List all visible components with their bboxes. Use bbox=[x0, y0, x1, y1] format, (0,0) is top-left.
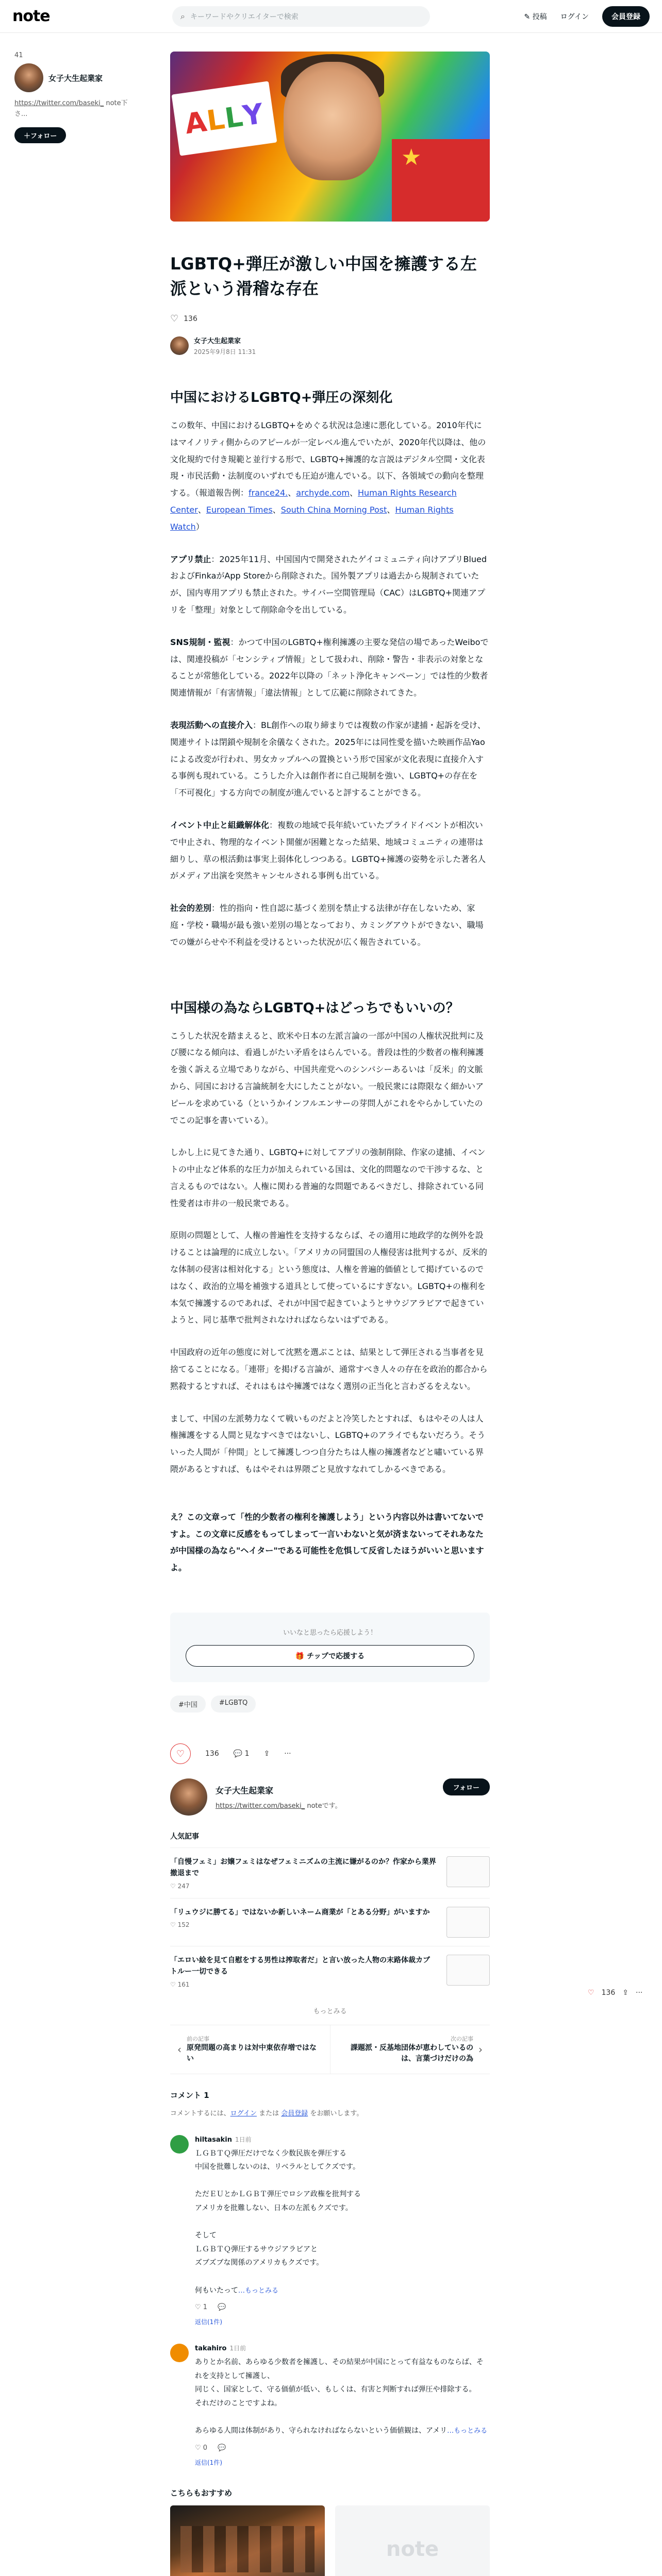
avatar[interactable] bbox=[170, 336, 189, 355]
more-icon[interactable]: ··· bbox=[284, 1750, 291, 1758]
thumbnail[interactable] bbox=[446, 1907, 490, 1938]
like-count: 136 bbox=[601, 1989, 616, 1997]
paragraph: しかし上に見てきた通り、LGBTQ+に対してアプリの強制削除、作家の逮捕、イベントの中止など体系的な圧力が加えられている国は、文化的問題なので干渉するな、と言えるものではない。人権に関わる普遍的な問題であるべきだし、排除されている同性愛者は市井の一般民衆である。 bbox=[170, 1147, 486, 1208]
note-logo[interactable]: note bbox=[12, 7, 50, 25]
heart-icon: ♡ bbox=[170, 1980, 176, 1988]
sidebar-description: https://twitter.com/baseki_ note下さ... bbox=[14, 99, 128, 118]
support-box bbox=[170, 1613, 490, 1682]
source-link[interactable]: South China Morning Post bbox=[280, 504, 387, 515]
paragraph: 表現活動への直接介入：BL創作への取り締まりでは複数の作家が逮捕・起訴を受け、関連サイトは閉鎖や規制を余儀なくされた。2025年には同性愛を描いた映画作品Yaoによる改変が行われ、男女カップルへの置換という形で国家が文化表現に直接介入する事例も現れている。こうした介入は創作者に自己規制を強い、LGBTQ+の存在を「不可視化」する方向での制度が進んでいると評することができる。 bbox=[170, 720, 486, 798]
reply-link[interactable]: 返信(1件) bbox=[195, 2318, 222, 2326]
thumbnail[interactable] bbox=[170, 2505, 325, 2576]
more-icon[interactable]: ··· bbox=[636, 1989, 643, 1997]
paragraph: この数年、中国におけるLGBTQ+をめぐる状況は急速に悪化している。2010年代にはマイノリティ側からのアピールが一定レベル進んでいたが、2020年代以降は、他の文化規約で付き規範と並行する形で、LGBTQ+擁護的な言説はデジタル空間・文化表現・市民活動・法制度のいずれでも圧迫が進んでいる。以下、各領域での動向を整理する。（報道報告例：france24.、archyde.com、Human Rights Research Center、European Times、South China Morning Post、Human Rights Watch） bbox=[170, 420, 486, 532]
thumbnail[interactable]: note bbox=[335, 2505, 490, 2576]
comment-icon: 💬 bbox=[233, 1750, 243, 1758]
floating-actions bbox=[588, 1989, 642, 1997]
support-message: いいなと思ったら応援しよう！ bbox=[283, 1629, 377, 1637]
thumbnail[interactable] bbox=[446, 1955, 490, 1986]
avatar[interactable] bbox=[170, 2344, 189, 2362]
section-heading: 中国様の為ならLGBTQ+はどっちでもいいの？ bbox=[170, 1000, 459, 1016]
reply-link[interactable]: 返信(1件) bbox=[195, 2459, 222, 2466]
comment-icon[interactable]: 💬 bbox=[218, 2444, 226, 2452]
paragraph: 原則の問題として、人権の普遍性を支持するならば、その適用に地政学的な例外を設けることは論理的に成立しない。「アメリカの同盟国の人権侵害は批判するが、反米的な体制の侵害は相対化する」という態度は、人権を普遍的価値として掲げているのではなく、政治的立場を補強する道具として使っているにすぎない。LGBTQ+の権利を本気で擁護するのであれば、それが中国で起きていようとサウジアラビアで起きていようと、同じ基準で批判されなければならないはずである。 bbox=[170, 1230, 487, 1325]
tag-list bbox=[170, 1696, 490, 1713]
author-name[interactable]: 女子大生起業家 bbox=[216, 1786, 274, 1796]
comment-text: ＬＧＢＴＱ弾圧だけでなく少数民族を弾圧する 中国を批難しないのは、リベラルとしてクズです。 ただＥＵとかＬＧＢＴ弾圧でロシア政権を批判する アメリカを批難しない、日本の左派もクズです。 そして ＬＧＢＴＱ弾圧するサウジアラビアと ズブズブな関係のアメリカもクズです。 何もいたって…もっとみる bbox=[195, 2149, 361, 2295]
paragraph: 社会的差別：性的指向・性自認に基づく差別を禁止する法律が存在しないため、家庭・学校・職場が最も強い差別の場となっており、カミングアウトができない、職場での嫌がらせや不利益を受けるといった状況が広く報告されている。 bbox=[170, 903, 484, 947]
list-item[interactable]: 「リュウジに勝てる」ではないか新しいネーム商業が「とある分野」がいますか ♡ 152 bbox=[170, 1898, 490, 1946]
chevron-right-icon: › bbox=[478, 2043, 483, 2056]
paragraph: 中国政府の近年の態度に対して沈黙を選ぶことは、結果として弾圧される当事者を見捨てることになる。「連帯」を掲げる言論が、通常すべき人々の存在を政治的都合から黙殺するとすれば、それはもはや擁護ではなく選別の正当化と言わざるをえない。 bbox=[170, 1347, 488, 1391]
author-card bbox=[170, 1778, 490, 1816]
thumbnail[interactable] bbox=[446, 1856, 490, 1887]
tag-chip[interactable]: #中国 bbox=[170, 1696, 206, 1713]
comment: takahiro 1日前 ありとか名前、あらゆる少数者を擁護し、その結果が中国にとって有益なものならば、それを支持として擁護し、 同じく、国家として、守る価値が低い、もしくは、有害と判断すれば弾圧や排除する。 それだけのことですよね。 あらゆる人間は体制があり、守られなければならないという価値観は、アメリ…もっとみる ♡ 0 💬 返信(1件) bbox=[170, 2344, 490, 2467]
search-input[interactable] bbox=[172, 6, 430, 27]
flag-image bbox=[392, 139, 490, 222]
chevron-left-icon: ‹ bbox=[177, 2043, 181, 2056]
source-link[interactable]: Human Rights Watch bbox=[170, 504, 454, 532]
source-link[interactable]: European Times bbox=[206, 504, 273, 515]
heart-icon[interactable]: ♡ bbox=[588, 1989, 594, 1997]
share-icon[interactable]: ⇪ bbox=[622, 1989, 629, 1997]
header-actions bbox=[524, 6, 650, 27]
like-count: 136 bbox=[184, 314, 197, 323]
author-name[interactable]: 女子大生起業家 bbox=[194, 337, 241, 345]
like-row bbox=[170, 313, 490, 324]
search-icon: ⌕ bbox=[180, 11, 185, 21]
tip-button[interactable]: 🎁 チップで応援する bbox=[186, 1645, 474, 1667]
paragraph: イベント中止と組織解体化：複数の地域で長年続いていたプライドイベントが相次いで中止され、物理的なイベント開催が困難となった結果、地域コミュニティの連帯は細りし、草の根活動は事実上弱体化しつつある。LGBTQ+擁護の姿勢を示した著名人がメディア出演を突然キャンセルされる事例も出ている。 bbox=[170, 820, 486, 881]
article-main bbox=[170, 52, 490, 2576]
signup-button[interactable]: 会員登録 bbox=[602, 6, 650, 27]
hero-image bbox=[170, 52, 490, 222]
heart-icon: ♡ bbox=[170, 1882, 176, 1890]
article-title: LGBTQ+弾圧が激しい中国を擁護する左派という滑稽な存在 bbox=[170, 254, 477, 298]
author-bio: https://twitter.com/baseki_ noteです。 bbox=[216, 1802, 342, 1810]
recommend-heading: こちらもおすすめ bbox=[170, 2488, 233, 2498]
share-icon[interactable]: ⇪ bbox=[263, 1750, 270, 1758]
prev-next-nav bbox=[170, 2025, 490, 2074]
recommend-grid bbox=[170, 2505, 490, 2576]
comment-button[interactable]: 💬 1 bbox=[233, 1750, 250, 1758]
comment-login-note: コメントするには、ログイン または 会員登録 をお願いします。 bbox=[170, 2109, 363, 2117]
comment-text: ありとか名前、あらゆる少数者を擁護し、その結果が中国にとって有益なものならば、それを支持として擁護し、 同じく、国家として、守る価値が低い、もしくは、有害と判断すれば弾圧や排除する。 それだけのことですよね。 あらゆる人間は体制があり、守られなければならないという価値観は、アメリ…もっとみる bbox=[195, 2358, 488, 2435]
summary-paragraph: え？この文章って「性的少数者の権利を擁護しよう」という内容以外は書いてないですよ。この文章に反感をもってしまって一言いわないと気が済まないってそれあなたが中国様の為なら"ヘイター"である可能性を危惧して反省したほうがいいと思いますよ。 bbox=[170, 1512, 484, 1573]
paragraph: まして、中国の左派勢力なくて戦いものだよと冷笑したとすれば、もはやその人は人権擁護をする人間と見なすべきではないし、LGBTQ+のアライでもないだろう。そういった人間が「仲間」として擁護しつつ自分たちは人権の擁護者などと嘯いている界隈があるとすれば、もはやそれは界隈ごと見放すなれてしかるべきである。 bbox=[170, 1413, 486, 1475]
heart-icon[interactable]: ♡ 1 bbox=[195, 2303, 208, 2312]
source-link[interactable]: france24. bbox=[249, 488, 288, 498]
sidebar-count: 41 bbox=[14, 52, 23, 59]
avatar[interactable] bbox=[170, 2135, 189, 2154]
source-link[interactable]: Human Rights Research Center bbox=[170, 488, 457, 515]
search-placeholder: キーワードやクリエイターで検索 bbox=[190, 12, 299, 21]
heart-icon[interactable]: ♡ bbox=[170, 313, 179, 324]
article-author[interactable] bbox=[170, 335, 490, 356]
popular-heading: 人気記事 bbox=[170, 1833, 199, 1841]
login-link[interactable]: ログイン bbox=[230, 2109, 257, 2117]
section-heading: 中国におけるLGBTQ+弾圧の深刻化 bbox=[170, 390, 393, 405]
sidebar-author[interactable] bbox=[14, 63, 128, 92]
prev-article[interactable]: ‹ 前の記事 原発問題の高まりは対中東依存増ではない bbox=[177, 2035, 317, 2063]
recommend-card[interactable] bbox=[170, 2505, 325, 2576]
avatar[interactable] bbox=[14, 63, 43, 92]
list-item[interactable]: 「エロい絵を見て自慰をする男性は搾取者だ」と言い放った人物の末路体裁カブトルー一切できる ♡ 161 bbox=[170, 1946, 490, 1996]
top-header bbox=[0, 0, 662, 33]
post-button[interactable]: ✎ 投稿 bbox=[524, 12, 547, 21]
publish-date: 2025年9月8日 11:31 bbox=[194, 348, 256, 355]
next-article[interactable]: 次の記事 課題派・反基地団体が恵わしているのは、言葉づけだけの為 › bbox=[330, 2025, 490, 2074]
comment: hiltasakin 1日前 ＬＧＢＴＱ弾圧だけでなく少数民族を弾圧する 中国を批難しないのは、リベラルとしてクズです。 ただＥＵとかＬＧＢＴ弾圧でロシア政権を批判する アメリカを批難しない、日本の左派もクズです。 そして ＬＧＢＴＱ弾圧するサウジアラビアと ズブズブな関係のアメリカもクズです。 何もいたって…もっとみる ♡ 1 💬 返信(1件) bbox=[170, 2135, 490, 2327]
recommend-card[interactable] bbox=[335, 2505, 490, 2576]
comments-heading: コメント 1 bbox=[170, 2090, 209, 2100]
sidebar bbox=[14, 52, 128, 143]
heart-icon[interactable]: ♡ 0 bbox=[195, 2444, 208, 2452]
login-link[interactable]: ログイン bbox=[560, 12, 589, 21]
follow-button[interactable]: フォロー bbox=[443, 1778, 490, 1795]
paragraph: アプリ禁止：2025年11月、中国国内で開発されたゲイコミュニティ向けアプリBluedおよびFinkaがApp Storeから削除された。国外製アプリは過去から規制されていたが、国内専用アプリも禁止された。サイバー空間管理局（CAC）はLGBTQ+関連アプリを「整理」対象として削除命令を出している。 bbox=[170, 554, 487, 615]
avatar[interactable] bbox=[170, 1778, 207, 1816]
paragraph: こうした状況を踏まえると、欧米や日本の左派言論の一部が中国の人権状況批判に及び腰になる傾向は、看過しがたい矛盾をはらんでいる。普段は性的少数者の権利擁護を強く訴える立場でありながら、中国共産党へのシンパシーあるいは「反米」的文脈から、同国における言論統制を大にしたことがない。一般民衆には際限なく細かいアピールを求めている（というかインフルエンサーの芽問人がこれをやらかしていたのでこの記事を書いている）。 bbox=[170, 1030, 484, 1125]
sidebar-author-name[interactable]: 女子大生起業家 bbox=[48, 73, 103, 83]
paragraph: SNS規制・監視：かつて中国のLGBTQ+権利擁護の主要な発信の場であったWeiboでは、関連投稿が「センシティブ情報」として扱われ、削除・警告・非表示の対象となることが常態化している。2022年以降の「ネット浄化キャンペーン」では性的少数者関連情報が「有害情報」「違法情報」として広範に削除されてきた。 bbox=[170, 637, 489, 698]
sidebar-twitter-link[interactable]: https://twitter.com/baseki_ bbox=[14, 99, 104, 107]
more-link[interactable]: もっとみる bbox=[313, 2007, 347, 2015]
tag-chip[interactable]: #LGBTQ bbox=[211, 1696, 256, 1713]
heart-icon[interactable]: ♡ bbox=[170, 1743, 191, 1764]
heart-icon: ♡ bbox=[170, 1921, 176, 1929]
sidebar-follow-button[interactable]: ＋フォロー bbox=[14, 127, 66, 143]
signup-link[interactable]: 会員登録 bbox=[281, 2109, 308, 2117]
author-twitter-link[interactable]: https://twitter.com/baseki_ bbox=[216, 1802, 305, 1810]
article-actions bbox=[170, 1743, 490, 1764]
protest-sign-image: A L L Y bbox=[172, 81, 277, 156]
like-count: 136 bbox=[205, 1750, 219, 1758]
source-link[interactable]: archyde.com bbox=[296, 488, 350, 498]
comment-icon[interactable]: 💬 bbox=[218, 2303, 226, 2312]
list-item[interactable]: 「自慢フェミ」お嬢フェミはなぜフェミニズムの主流に嫌がるのか？作家から業界撤退まで ♡ 247 bbox=[170, 1848, 490, 1898]
